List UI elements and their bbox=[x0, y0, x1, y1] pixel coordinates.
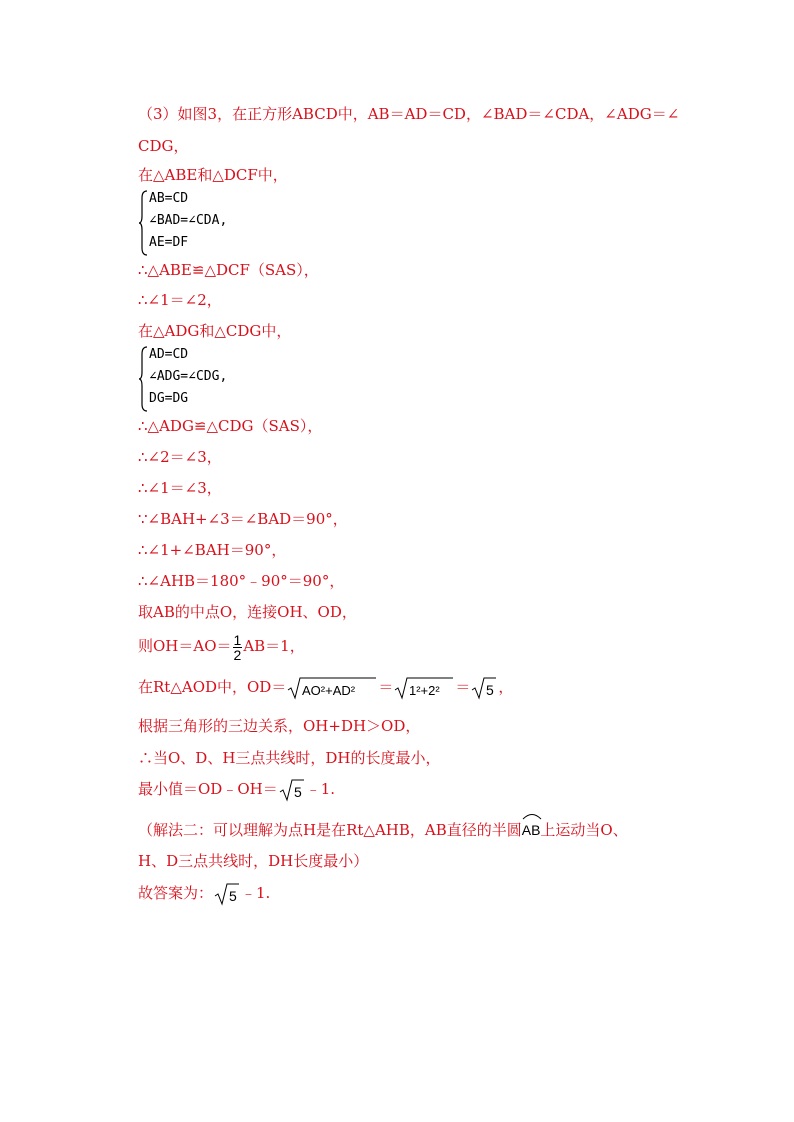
line-od bbox=[138, 672, 513, 702]
arc-label: AB bbox=[521, 822, 541, 838]
line-abe-dcf: 在△ABE和△DCF中， bbox=[138, 166, 288, 184]
brace-icon bbox=[138, 190, 148, 256]
line-method2-cont: H、D三点共线时，DH长度最小） bbox=[138, 852, 369, 870]
system-row: ∠ADG=∠CDG, bbox=[149, 369, 228, 384]
line-min-value bbox=[138, 776, 335, 802]
system-row: AB=CD bbox=[149, 191, 189, 206]
line-collinear: ∴当O、D、H三点共线时，DH的长度最小， bbox=[138, 749, 441, 767]
line-angle13: ∴∠1＝∠3， bbox=[138, 479, 222, 497]
line-oh bbox=[138, 631, 305, 662]
line-angle12: ∴∠1＝∠2， bbox=[138, 291, 222, 309]
text-segment: ＝ bbox=[378, 678, 394, 696]
radicand: 5 bbox=[293, 784, 302, 800]
radical-ao-ad bbox=[287, 676, 377, 700]
system-row: ∠BAD=∠CDA, bbox=[149, 213, 228, 228]
line-midpoint: 取AB的中点O，连接OH、OD， bbox=[138, 603, 357, 621]
text-segment: （解法二：可以理解为点H是在Rt△AHB，AB直径的半圆 bbox=[138, 821, 522, 839]
equation-system-2 bbox=[138, 346, 338, 412]
line-cdg: CDG， bbox=[138, 137, 189, 155]
line-congruent-2: ∴△ADG≌△CDG（SAS）， bbox=[138, 417, 323, 435]
line-adg-cdg: 在△ADG和△CDG中， bbox=[138, 322, 292, 340]
text-segment: 上运动当O、 bbox=[540, 821, 628, 839]
system-row: AE=DF bbox=[149, 235, 189, 250]
text-segment: 故答案为： bbox=[138, 884, 214, 902]
system-row: DG=DG bbox=[149, 391, 189, 406]
text-segment: ﹣1. bbox=[241, 884, 271, 902]
line-method2 bbox=[138, 816, 628, 840]
line-bah: ∵∠BAH+∠3＝∠BAD＝90°， bbox=[138, 510, 348, 528]
radicand: AO²+AD² bbox=[302, 683, 356, 698]
arc-ab bbox=[522, 816, 541, 840]
radicand: 5 bbox=[229, 888, 237, 904]
line-intro: （3）如图3，在正方形ABCD中，AB＝AD＝CD，∠BAD＝∠CDA，∠ADG＝∠ bbox=[138, 105, 680, 123]
line-angle23: ∴∠2＝∠3， bbox=[138, 448, 222, 466]
text-segment: ＝ bbox=[455, 678, 471, 696]
text-segment: AB＝1， bbox=[243, 637, 305, 655]
arc-icon bbox=[522, 812, 542, 820]
radicand: 5 bbox=[486, 682, 495, 698]
text-segment: 在Rt△AOD中，OD＝ bbox=[138, 678, 287, 696]
fraction-numerator: 1 bbox=[233, 631, 242, 648]
brace-icon bbox=[138, 346, 148, 412]
radical-5 bbox=[471, 676, 497, 700]
radicand: 1²+2² bbox=[409, 683, 441, 698]
text-segment: 则OH＝AO＝ bbox=[138, 637, 232, 655]
fraction-half bbox=[233, 633, 243, 662]
system-row: AD=CD bbox=[149, 347, 189, 362]
radical-5 bbox=[214, 882, 240, 906]
text-segment: ， bbox=[498, 678, 514, 696]
text-segment: ﹣1. bbox=[305, 780, 336, 798]
text-segment: 最小值＝OD﹣OH＝ bbox=[138, 780, 278, 798]
equation-system-1 bbox=[138, 190, 338, 256]
line-sum90: ∴∠1+∠BAH＝90°， bbox=[138, 541, 287, 559]
line-congruent-1: ∴△ABE≌△DCF（SAS）， bbox=[138, 261, 319, 279]
radical-1-2 bbox=[394, 676, 454, 700]
radical-5 bbox=[279, 778, 305, 802]
line-answer bbox=[138, 880, 270, 906]
fraction-denominator: 2 bbox=[233, 646, 242, 663]
line-triangle-inequality: 根据三角形的三边关系，OH+DH＞OD， bbox=[138, 717, 421, 735]
line-ahb: ∴∠AHB＝180°﹣90°＝90°， bbox=[138, 572, 345, 590]
